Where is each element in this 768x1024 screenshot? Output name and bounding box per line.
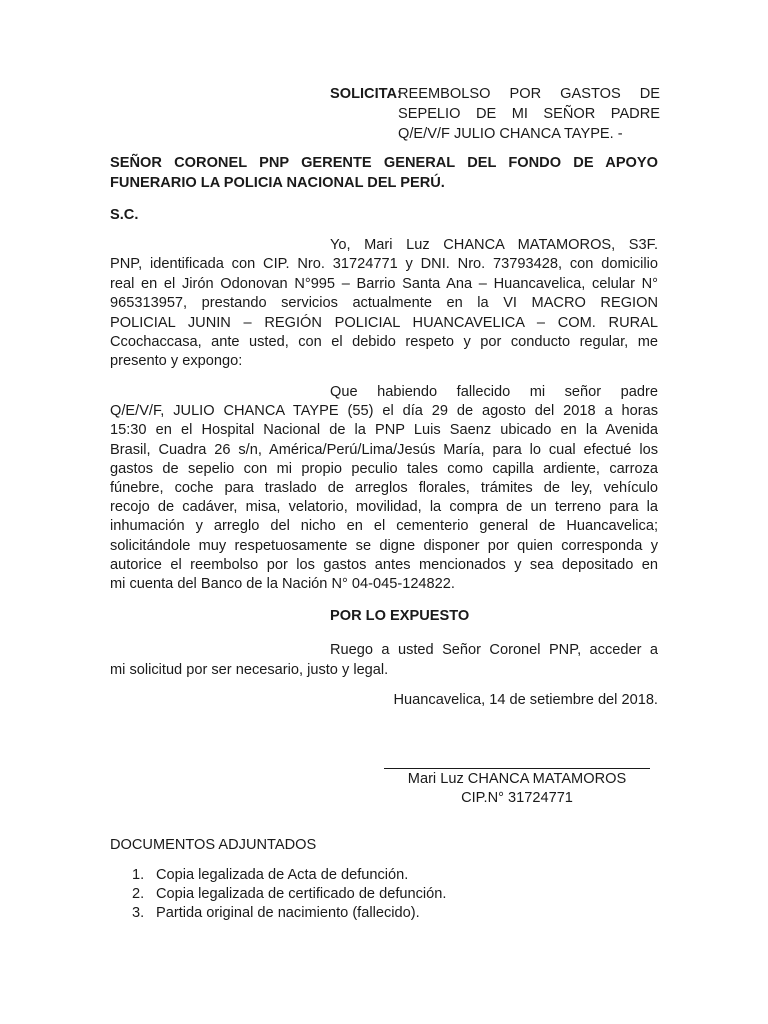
attachments-title: DOCUMENTOS ADJUNTADOS [110,837,317,853]
list-item-number: 3. [132,905,145,921]
paragraph-line: Brasil, Cuadra 26 s/n, América/Perú/Lima/Jesús María, para lo cual efectué los [110,441,658,458]
paragraph-line: fúnebre, coche para traslado de arreglos florales, trámites de ley, vehículo [110,480,658,497]
paragraph-line: POLICIAL JUNIN – REGIÓN POLICIAL HUANCAVELICA – COM. RURAL [110,314,658,331]
addressee-line: FUNERARIO LA POLICIA NACIONAL DEL PERÚ. [110,175,445,191]
paragraph-line: Que habiendo fallecido mi señor padre [330,384,658,400]
paragraph-line: gastos de sepelio con mi propio peculio tales como capilla ardiente, carroza [110,460,658,477]
paragraph-line: autorice el reembolso por los gastos antes mencionados y sea depositado en [110,556,658,573]
subject-line: SEPELIO DE MI SEÑOR PADRE [398,106,660,122]
signatory-cip: CIP.N° 31724771 [461,790,573,806]
signature-line [384,768,650,769]
paragraph-line: Q/E/V/F, JULIO CHANCA TAYPE (55) el día 29 de agosto del 2018 a horas [110,403,658,420]
paragraph-line: mi cuenta del Banco de la Nación N° 04-045-124822. [110,576,455,593]
signatory-name: Mari Luz CHANCA MATAMOROS [407,771,627,787]
paragraph-line: mi solicitud por ser necesario, justo y legal. [110,662,389,678]
list-item-text: Partida original de nacimiento (fallecido). [156,905,420,921]
paragraph-line: recojo de cadáver, misa, velatorio, movilidad, la compra de un terreno para la [110,499,658,516]
paragraph-line: presento y expongo: [110,353,243,370]
paragraph-line: 15:30 en el Hospital Nacional de la PNP Luis Saenz ubicado en la Avenida [110,422,658,439]
paragraph-line: 965313957, prestando servicios actualmente en la VI MACRO REGION [110,295,658,312]
paragraph-introduction [110,236,658,372]
addressee-line: SEÑOR CORONEL PNP GERENTE GENERAL DEL FONDO DE APOYO [110,155,658,171]
subject-line: Q/E/V/F JULIO CHANCA TAYPE. - [398,126,623,142]
paragraph-line: Ccochaccasa, ante usted, con el debido respeto y por conducto regular, me [110,334,658,351]
subject-block [330,84,660,144]
subject-text [398,84,660,144]
addressee [110,153,658,193]
paragraph-line: inhumación y arreglo del nicho en el cementerio general de Huancavelica; [110,518,658,535]
paragraph-line: Yo, Mari Luz CHANCA MATAMOROS, S3F. [330,237,658,253]
list-item-number: 2. [132,886,145,902]
list-item-text: Copia legalizada de certificado de defunción. [156,886,447,902]
list-item-text: Copia legalizada de Acta de defunción. [156,867,409,883]
paragraph-request [110,640,658,680]
paragraph-line: Ruego a usted Señor Coronel PNP, acceder a [330,642,658,658]
section-heading-por-lo-expuesto: POR LO EXPUESTO [330,608,470,624]
subject-label: SOLICITA: [330,86,402,102]
paragraph-line: PNP, identificada con CIP. Nro. 31724771 y DNI. Nro. 73793428, con domicilio [110,256,658,273]
salutation: S.C. [110,207,139,223]
paragraph-line: solicitándole muy respetuosamente se digne disponer por quien corresponda y [110,537,658,554]
place-date: Huancavelica, 14 de setiembre del 2018. [393,692,658,708]
paragraph-facts [110,383,658,594]
list-item-number: 1. [132,867,145,883]
paragraph-line: real en el Jirón Odonovan N°995 – Barrio Santa Ana – Huancavelica, celular N° [110,275,658,292]
subject-line: REEMBOLSO POR GASTOS DE [398,86,660,102]
